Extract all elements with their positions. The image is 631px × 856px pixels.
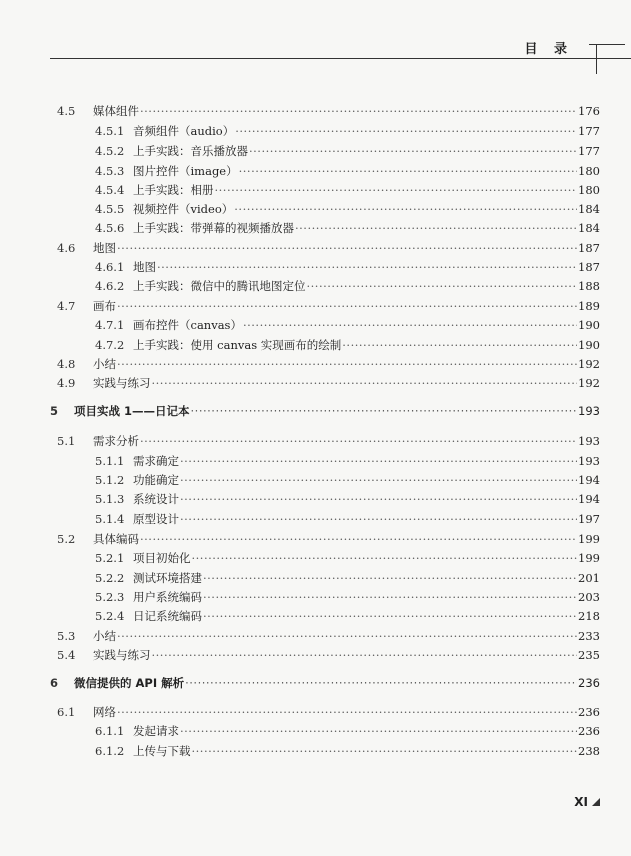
toc-leader-dots	[192, 549, 578, 567]
toc-entry-page: 235	[578, 648, 600, 662]
toc-entry-number: 5.1.2	[95, 473, 125, 487]
toc-entry-page: 193	[578, 404, 600, 418]
toc-subsection	[0, 471, 600, 489]
toc-entry-page: 189	[578, 299, 600, 313]
toc-leader-dots	[117, 627, 577, 645]
toc-entry-title: 图片控件（image）	[133, 164, 238, 178]
toc-section	[0, 102, 600, 120]
toc-entry-page: 236	[578, 724, 600, 738]
page-title: 目 录	[524, 42, 573, 57]
triangle-marker-icon	[592, 798, 600, 806]
toc-subsection	[0, 607, 600, 625]
toc-entry-title: 地图	[93, 241, 116, 255]
toc-section	[0, 432, 600, 450]
toc-leader-dots	[180, 722, 577, 740]
toc-entry-number: 5.2.1	[95, 551, 125, 565]
toc-section	[0, 530, 600, 548]
toc-entry-page: 199	[578, 551, 600, 565]
toc-entry-page: 177	[578, 144, 600, 158]
toc-section	[0, 239, 600, 257]
toc-entry-page: 192	[578, 376, 600, 390]
toc-subsection	[0, 277, 600, 295]
toc-entry-number: 4.6.1	[95, 260, 125, 274]
toc-entry-page: 218	[578, 609, 600, 623]
toc-subsection	[0, 336, 600, 354]
toc-leader-dots	[152, 374, 578, 392]
toc-leader-dots	[203, 607, 577, 625]
toc-section	[0, 646, 600, 664]
toc-entry-title: 日记系统编码	[133, 609, 202, 623]
toc-leader-dots	[239, 162, 577, 180]
toc-entry-title: 用户系统编码	[133, 590, 202, 604]
toc-entry-number: 5.4	[57, 648, 76, 662]
page-header	[0, 0, 631, 70]
toc-entry-title: 发起请求	[133, 724, 179, 738]
toc-leader-dots	[140, 432, 577, 450]
toc-entry-title: 音频组件（audio）	[133, 124, 235, 138]
toc-subsection	[0, 490, 600, 508]
toc-section	[0, 374, 600, 392]
toc-subsection	[0, 122, 600, 140]
toc-entry-title: 地图	[133, 260, 156, 274]
toc-leader-dots	[140, 530, 577, 548]
toc-entry-number: 4.5	[57, 104, 76, 118]
toc-leader-dots	[191, 402, 578, 420]
toc-entry-title: 小结	[93, 629, 116, 643]
toc-entry-title: 小结	[93, 357, 116, 371]
toc-leader-dots	[185, 674, 577, 692]
toc-leader-dots	[180, 452, 577, 470]
toc-leader-dots	[203, 588, 577, 606]
toc-leader-dots	[192, 742, 578, 760]
toc-entry-page: 184	[578, 202, 600, 216]
toc-subsection	[0, 219, 600, 237]
toc-entry-page: 193	[578, 454, 600, 468]
toc-entry-number: 5.2.3	[95, 590, 125, 604]
toc-entry-number: 5.2.4	[95, 609, 125, 623]
toc-entry-number: 5.2	[57, 532, 76, 546]
toc-subsection	[0, 510, 600, 528]
toc-leader-dots	[235, 122, 577, 140]
toc-entry-page: 194	[578, 492, 600, 506]
header-rule	[50, 58, 631, 59]
toc-leader-dots	[152, 646, 578, 664]
toc-entry-number: 5.2.2	[95, 571, 125, 585]
toc-entry-number: 4.5.4	[95, 183, 125, 197]
toc-entry-number: 4.5.3	[95, 164, 125, 178]
toc-entry-title: 需求确定	[133, 454, 179, 468]
toc-entry-title: 画布	[93, 299, 116, 313]
toc-subsection	[0, 142, 600, 160]
toc-leader-dots	[180, 490, 577, 508]
toc-subsection	[0, 569, 600, 587]
toc-chapter	[0, 674, 600, 692]
toc-entry-title: 实践与练习	[93, 648, 151, 662]
toc-entry-page: 201	[578, 571, 600, 585]
toc-entry-page: 187	[578, 241, 600, 255]
toc-entry-number: 6.1	[57, 705, 76, 719]
toc-entry-page: 184	[578, 221, 600, 235]
toc-entry-title: 上手实践：相册	[133, 183, 214, 197]
toc-leader-dots	[180, 510, 577, 528]
toc-entry-page: 188	[578, 279, 600, 293]
toc-entry-title: 项目实战 1——日记本	[74, 404, 190, 418]
toc-entry-number: 6	[50, 676, 59, 690]
toc-subsection	[0, 316, 600, 334]
toc-entry-page: 203	[578, 590, 600, 604]
toc-entry-title: 原型设计	[133, 512, 179, 526]
toc-entry-title: 实践与练习	[93, 376, 151, 390]
toc-subsection	[0, 549, 600, 567]
toc-entry-page: 177	[578, 124, 600, 138]
toc-section	[0, 297, 600, 315]
toc-entry-page: 176	[578, 104, 600, 118]
toc-entry-title: 网络	[93, 705, 116, 719]
toc-entry-page: 236	[578, 705, 600, 719]
toc-leader-dots	[243, 316, 577, 334]
toc-leader-dots	[307, 277, 578, 295]
toc-entry-title: 上手实践：微信中的腾讯地图定位	[133, 279, 306, 293]
toc-subsection	[0, 742, 600, 760]
toc-entry-page: 197	[578, 512, 600, 526]
toc-entry-number: 4.5.5	[95, 202, 125, 216]
toc-entry-title: 媒体组件	[93, 104, 139, 118]
page-footer	[574, 795, 600, 809]
toc-entry-page: 199	[578, 532, 600, 546]
toc-entry-number: 4.7.2	[95, 338, 125, 352]
toc-section	[0, 703, 600, 721]
page-number: XI	[574, 795, 588, 809]
toc-entry-number: 4.8	[57, 357, 76, 371]
toc-entry-number: 5.1	[57, 434, 76, 448]
toc-entry-title: 微信提供的 API 解析	[74, 676, 185, 690]
toc-entry-number: 4.9	[57, 376, 76, 390]
toc-entry-page: 180	[578, 183, 600, 197]
toc-entry-title: 上手实践：带弹幕的视频播放器	[133, 221, 294, 235]
toc-leader-dots	[295, 219, 577, 237]
toc-leader-dots	[140, 102, 577, 120]
toc-leader-dots	[203, 569, 577, 587]
toc-entry-number: 5	[50, 404, 59, 418]
toc-entry-page: 194	[578, 473, 600, 487]
toc-subsection	[0, 200, 600, 218]
toc-entry-number: 4.7	[57, 299, 76, 313]
toc-subsection	[0, 181, 600, 199]
toc-leader-dots	[117, 297, 577, 315]
toc-entry-number: 5.3	[57, 629, 76, 643]
toc-entry-number: 5.1.1	[95, 454, 125, 468]
toc-entry-number: 6.1.2	[95, 744, 125, 758]
toc-section	[0, 627, 600, 645]
header-corner-tick	[596, 44, 597, 74]
toc-leader-dots	[117, 703, 577, 721]
toc-entry-number: 5.1.4	[95, 512, 125, 526]
toc-entry-title: 上手实践：音乐播放器	[133, 144, 248, 158]
toc-entry-title: 项目初始化	[133, 551, 191, 565]
toc-entry-number: 4.5.2	[95, 144, 125, 158]
toc-entry-title: 上手实践：使用 canvas 实现画布的绘制	[133, 338, 342, 352]
toc-subsection	[0, 588, 600, 606]
toc-leader-dots	[342, 336, 577, 354]
toc-entry-number: 4.5.6	[95, 221, 125, 235]
toc-entry-title: 功能确定	[133, 473, 179, 487]
toc-leader-dots	[157, 258, 577, 276]
toc-leader-dots	[117, 355, 577, 373]
toc-entry-number: 4.7.1	[95, 318, 125, 332]
toc-entry-page: 236	[578, 676, 600, 690]
toc-leader-dots	[249, 142, 577, 160]
toc-entry-title: 系统设计	[133, 492, 179, 506]
toc-entry-page: 190	[578, 338, 600, 352]
toc-entry-title: 测试环境搭建	[133, 571, 202, 585]
toc-leader-dots	[180, 471, 577, 489]
toc-entry-title: 画布控件（canvas）	[133, 318, 242, 332]
toc-entry-page: 233	[578, 629, 600, 643]
toc-entry-number: 4.6	[57, 241, 76, 255]
toc-entry-title: 上传与下载	[133, 744, 191, 758]
toc-entry-page: 193	[578, 434, 600, 448]
toc-entry-title: 视频控件（video）	[133, 202, 234, 216]
header-corner-bar	[589, 44, 625, 45]
toc-entry-page: 180	[578, 164, 600, 178]
toc-entry-number: 4.5.1	[95, 124, 125, 138]
toc-entry-page: 238	[578, 744, 600, 758]
toc-subsection	[0, 452, 600, 470]
toc-subsection	[0, 722, 600, 740]
toc-leader-dots	[117, 239, 577, 257]
toc-subsection	[0, 162, 600, 180]
toc-entry-number: 6.1.1	[95, 724, 125, 738]
toc-entry-number: 5.1.3	[95, 492, 125, 506]
toc-entry-page: 192	[578, 357, 600, 371]
toc-entry-title: 需求分析	[93, 434, 139, 448]
toc-section	[0, 355, 600, 373]
toc-entry-title: 具体编码	[93, 532, 139, 546]
toc-leader-dots	[234, 200, 577, 218]
toc-entry-page: 187	[578, 260, 600, 274]
toc-chapter	[0, 402, 600, 420]
toc-entry-number: 4.6.2	[95, 279, 125, 293]
toc-subsection	[0, 258, 600, 276]
toc-leader-dots	[215, 181, 578, 199]
toc-entry-page: 190	[578, 318, 600, 332]
